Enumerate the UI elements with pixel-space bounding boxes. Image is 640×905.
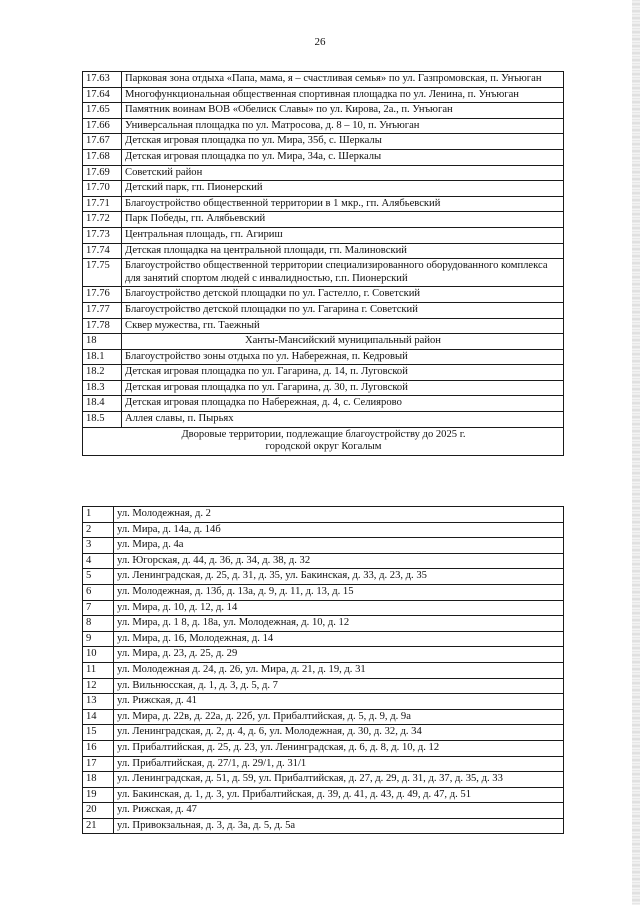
public-territories-table	[82, 71, 564, 456]
row-number-cell: 3	[83, 538, 114, 554]
row-number-cell: 18	[83, 334, 122, 350]
row-number-cell: 11	[83, 662, 114, 678]
table-row	[83, 803, 564, 819]
row-number-cell: 1	[83, 507, 114, 523]
row-number-cell: 10	[83, 647, 114, 663]
row-number-cell: 18.5	[83, 412, 122, 428]
row-number-cell: 17	[83, 756, 114, 772]
table-row	[83, 380, 564, 396]
table-row	[83, 678, 564, 694]
row-number-cell: 20	[83, 803, 114, 819]
row-number-cell: 9	[83, 631, 114, 647]
table-row	[83, 616, 564, 632]
row-number-cell: 17.77	[83, 302, 122, 318]
row-number-cell: 18	[83, 772, 114, 788]
yard-territories-table-body	[83, 507, 564, 834]
table-row	[83, 600, 564, 616]
row-description-cell: ул. Рижская, д. 47	[114, 803, 564, 819]
row-number-cell: 17.63	[83, 72, 122, 88]
table-row	[83, 302, 564, 318]
table-row	[83, 662, 564, 678]
table-row	[83, 196, 564, 212]
yard-territories-table	[82, 506, 564, 834]
row-number-cell: 18.4	[83, 396, 122, 412]
table-row	[83, 740, 564, 756]
page-number: 26	[314, 36, 326, 48]
table-row	[83, 149, 564, 165]
row-number-cell: 2	[83, 522, 114, 538]
row-description-cell: ул. Молодежная, д. 13б, д. 13а, д. 9, д. 11, д. 13, д. 15	[114, 584, 564, 600]
table-row	[83, 412, 564, 428]
table-row	[83, 318, 564, 334]
table-row	[83, 818, 564, 834]
row-number-cell: 16	[83, 740, 114, 756]
row-description-cell: Благоустройство общественной территории в 1 мкр., гп. Алябьевский	[122, 196, 564, 212]
row-number-cell: 17.74	[83, 243, 122, 259]
row-number-cell: 15	[83, 725, 114, 741]
table-row	[83, 212, 564, 228]
row-description-cell: ул. Прибалтийская, д. 27/1, д. 29/1, д. 31/1	[114, 756, 564, 772]
table-row	[83, 243, 564, 259]
table-row	[83, 396, 564, 412]
row-number-cell: 17.65	[83, 103, 122, 119]
row-description-cell: ул. Мира, д. 4а	[114, 538, 564, 554]
row-description-cell: ул. Молодежная д. 24, д. 26, ул. Мира, д. 21, д. 19, д. 31	[114, 662, 564, 678]
row-description-cell: Аллея славы, п. Пырьях	[122, 412, 564, 428]
row-description-cell: ул. Прибалтийская, д. 25, д. 23, ул. Ленинградская, д. 6, д. 8, д. 10, д. 12	[114, 740, 564, 756]
row-number-cell: 18.1	[83, 349, 122, 365]
table-row	[83, 787, 564, 803]
row-number-cell: 4	[83, 553, 114, 569]
row-description-cell: ул. Мира, д. 22в, д. 22а, д. 22б, ул. Прибалтийская, д. 5, д. 9, д. 9а	[114, 709, 564, 725]
table-row	[83, 507, 564, 523]
row-description-cell: ул. Вильнюсская, д. 1, д. 3, д. 5, д. 7	[114, 678, 564, 694]
row-number-cell: 12	[83, 678, 114, 694]
row-description-cell: Детская игровая площадка по ул. Мира, 34а, с. Шеркалы	[122, 149, 564, 165]
table-row	[83, 709, 564, 725]
row-description-cell: Благоустройство общественной территории специализированного оборудованного комплекса для занятий спортом людей с инвалидностью, г.п. Пионерский	[122, 259, 564, 287]
section-heading-line2: городской округ Когалым	[265, 441, 382, 453]
row-description-cell: Детская игровая площадка по ул. Гагарина, д. 30, п. Луговской	[122, 380, 564, 396]
row-description-cell: ул. Бакинская, д. 1, д. 3, ул. Прибалтийская, д. 39, д. 41, д. 43, д. 49, д. 47, д. 51	[114, 787, 564, 803]
section-heading-row	[83, 427, 564, 455]
row-number-cell: 18.2	[83, 365, 122, 381]
row-description-cell: Парк Победы, гп. Алябьевский	[122, 212, 564, 228]
table-row	[83, 365, 564, 381]
table-row	[83, 772, 564, 788]
table-row	[83, 522, 564, 538]
scan-edge-artifact	[632, 0, 640, 905]
row-number-cell: 21	[83, 818, 114, 834]
table-row	[83, 725, 564, 741]
row-description-cell: Благоустройство зоны отдыха по ул. Набережная, п. Кедровый	[122, 349, 564, 365]
row-description-cell: Детский парк, гп. Пионерский	[122, 181, 564, 197]
table-row	[83, 287, 564, 303]
table-row	[83, 756, 564, 772]
table-row	[83, 553, 564, 569]
table-row	[83, 349, 564, 365]
row-number-cell: 17.76	[83, 287, 122, 303]
row-number-cell: 17.73	[83, 227, 122, 243]
table-row	[83, 569, 564, 585]
table-row	[83, 118, 564, 134]
row-number-cell: 17.78	[83, 318, 122, 334]
row-description-cell: Ханты-Мансийский муниципальный район	[122, 334, 564, 350]
section-heading-block	[83, 427, 564, 455]
row-description-cell: Универсальная площадка по ул. Матросова, д. 8 – 10, п. Унъюган	[122, 118, 564, 134]
row-number-cell: 17.64	[83, 87, 122, 103]
table-row	[83, 72, 564, 88]
row-description-cell: ул. Мира, д. 16, Молодежная, д. 14	[114, 631, 564, 647]
row-number-cell: 13	[83, 694, 114, 710]
table-row	[83, 259, 564, 287]
row-number-cell: 14	[83, 709, 114, 725]
table-row	[83, 538, 564, 554]
table-row	[83, 631, 564, 647]
row-description-cell: ул. Мира, д. 10, д. 12, д. 14	[114, 600, 564, 616]
row-description-cell: ул. Мира, д. 23, д. 25, д. 29	[114, 647, 564, 663]
table-row	[83, 647, 564, 663]
row-description-cell: Детская площадка на центральной площади, гп. Малиновский	[122, 243, 564, 259]
row-description-cell: Детская игровая площадка по Набережная, д. 4, с. Селиярово	[122, 396, 564, 412]
table-row	[83, 334, 564, 350]
row-number-cell: 17.70	[83, 181, 122, 197]
row-description-cell: Центральная площадь, гп. Агириш	[122, 227, 564, 243]
row-description-cell: ул. Ленинградская, д. 51, д. 59, ул. Прибалтийская, д. 27, д. 29, д. 31, д. 37, д. 35, д. 33	[114, 772, 564, 788]
row-number-cell: 19	[83, 787, 114, 803]
table-row	[83, 103, 564, 119]
table-row	[83, 87, 564, 103]
row-description-cell: Детская игровая площадка по ул. Мира, 35б, с. Шеркалы	[122, 134, 564, 150]
row-number-cell: 17.67	[83, 134, 122, 150]
row-description-cell: ул. Мира, д. 1 8, д. 18а, ул. Молодежная, д. 10, д. 12	[114, 616, 564, 632]
row-description-cell: Детская игровая площадка по ул. Гагарина, д. 14, п. Луговской	[122, 365, 564, 381]
row-description-cell: Сквер мужества, гп. Таежный	[122, 318, 564, 334]
section-heading-line1: Дворовые территории, подлежащие благоустройству до 2025 г.	[181, 428, 466, 440]
row-description-cell: Парковая зона отдыха «Папа, мама, я – счастливая семья» по ул. Газпромовская, п. Унъюган	[122, 72, 564, 88]
row-description-cell: Благоустройство детской площадки по ул. Гастелло, г. Советский	[122, 287, 564, 303]
row-number-cell: 7	[83, 600, 114, 616]
table-row	[83, 181, 564, 197]
row-number-cell: 17.72	[83, 212, 122, 228]
table-row	[83, 165, 564, 181]
row-description-cell: Благоустройство детской площадки по ул. Гагарина г. Советский	[122, 302, 564, 318]
row-number-cell: 17.75	[83, 259, 122, 287]
row-description-cell: ул. Югорская, д. 44, д. 36, д. 34, д. 38, д. 32	[114, 553, 564, 569]
row-description-cell: ул. Привокзальная, д. 3, д. 3а, д. 5, д. 5а	[114, 818, 564, 834]
row-description-cell: ул. Ленинградская, д. 2, д. 4, д. 6, ул. Молодежная, д. 30, д. 32, д. 34	[114, 725, 564, 741]
row-description-cell: ул. Рижская, д. 41	[114, 694, 564, 710]
row-description-cell: Многофункциональная общественная спортивная площадка по ул. Ленина, п. Унъюган	[122, 87, 564, 103]
row-number-cell: 17.69	[83, 165, 122, 181]
row-description-cell: ул. Мира, д. 14а, д. 14б	[114, 522, 564, 538]
row-number-cell: 17.66	[83, 118, 122, 134]
row-description-cell: Советский район	[122, 165, 564, 181]
row-number-cell: 17.71	[83, 196, 122, 212]
row-number-cell: 17.68	[83, 149, 122, 165]
row-description-cell: ул. Ленинградская, д. 25, д. 31, д. 35, ул. Бакинская, д. 33, д. 23, д. 35	[114, 569, 564, 585]
table-row	[83, 134, 564, 150]
table-row	[83, 694, 564, 710]
row-description-cell: ул. Молодежная, д. 2	[114, 507, 564, 523]
row-number-cell: 5	[83, 569, 114, 585]
row-number-cell: 18.3	[83, 380, 122, 396]
section-heading-cell	[83, 427, 564, 455]
table-row	[83, 227, 564, 243]
public-territories-table-body	[83, 72, 564, 428]
row-description-cell: Памятник воинам ВОВ «Обелиск Славы» по ул. Кирова, 2а., п. Унъюган	[122, 103, 564, 119]
row-number-cell: 6	[83, 584, 114, 600]
table-row	[83, 584, 564, 600]
row-number-cell: 8	[83, 616, 114, 632]
